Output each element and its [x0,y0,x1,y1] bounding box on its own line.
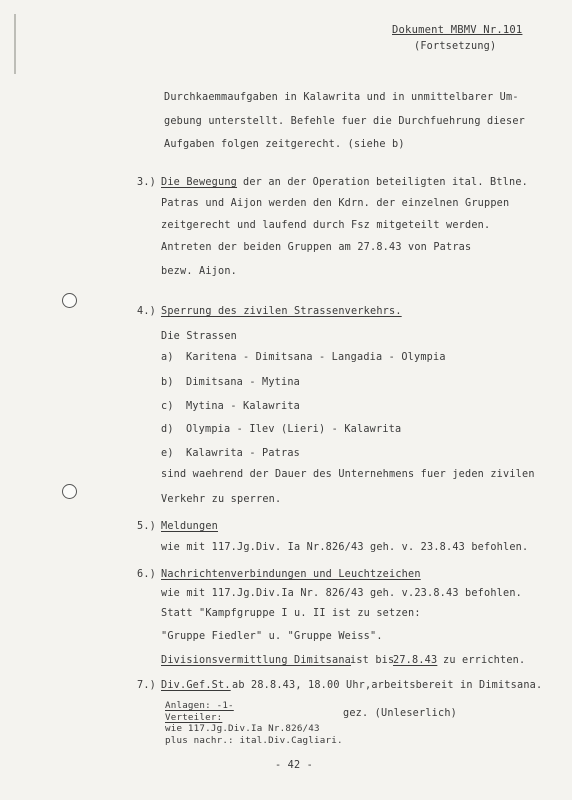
section3-line-1: Patras und Aijon werden den Kdrn. der einzelnen Gruppen [161,198,510,209]
section5-line: wie mit 117.Jg.Div. Ia Nr.826/43 geh. v. 23.8.43 befohlen. [161,542,529,553]
section7-text: ab 28.8.43, 18.00 Uhr,arbeitsbereit in Dimitsana. [232,680,543,691]
road-label-c: c) [161,401,174,412]
section6-relay-mid: ist bis [350,655,395,666]
punch-hole-bottom [62,484,77,499]
section3-first-line: der an der Operation beteiligten ital. Btlne. [243,177,529,188]
verteiler-line-1: wie 117.Jg.Div.Ia Nr.826/43 [165,723,320,734]
signature-line: gez. (Unleserlich) [343,708,458,719]
page-edge-mark [14,14,16,74]
section3-line-2: zeitgerecht und laufend durch Fsz mitgeteilt werden. [161,220,491,231]
intro-line-3: Aufgaben folgen zeitgerecht. (siehe b) [164,139,405,150]
section6-number: 6.) [137,569,157,580]
section4-number: 4.) [137,306,157,317]
section6-line-3: "Gruppe Fiedler" u. "Gruppe Weiss". [161,631,383,642]
section4-heading: Sperrung des zivilen Strassenverkehrs. [161,306,402,317]
section4-closing-1: sind waehrend der Dauer des Unternehmens fuer jeden zivilen [161,469,535,480]
road-label-a: a) [161,352,174,363]
section5-heading: Meldungen [161,521,219,532]
punch-hole-top [62,293,77,308]
section5-number: 5.) [137,521,157,532]
road-text-d: Olympia - Ilev (Lieri) - Kalawrita [186,424,402,435]
continued-label: (Fortsetzung) [414,41,497,52]
road-text-c: Mytina - Kalawrita [186,401,301,412]
section6-heading: Nachrichtenverbindungen und Leuchtzeichen [161,569,421,580]
section6-relay-date: 27.8.43 [393,655,438,666]
section3-heading: Die Bewegung [161,177,238,188]
section4-intro: Die Strassen [161,331,238,342]
anlagen-label: Anlagen: -1- [165,700,234,711]
section6-line-1: wie mit 117.Jg.Div.Ia Nr. 826/43 geh. v.23.8.43 befohlen. [161,588,523,599]
road-label-d: d) [161,424,174,435]
section3-line-3: Antreten der beiden Gruppen am 27.8.43 von Patras [161,242,472,253]
intro-line-1: Durchkaemmaufgaben in Kalawrita und in unmittelbarer Um- [164,92,519,103]
section7-number: 7.) [137,680,157,691]
road-text-a: Karitena - Dimitsana - Langadia - Olympia [186,352,446,363]
section3-number: 3.) [137,177,157,188]
section6-relay-end: zu errichten. [443,655,526,666]
section6-relay-heading: Divisionsvermittlung Dimitsana [161,655,352,666]
section7-heading: Div.Gef.St. [161,680,231,691]
verteiler-line-2: plus nachr.: ital.Div.Cagliari. [165,735,343,746]
document-reference: Dokument MBMV Nr.101 [392,24,523,36]
road-label-b: b) [161,377,174,388]
road-text-b: Dimitsana - Mytina [186,377,301,388]
section4-closing-2: Verkehr zu sperren. [161,494,282,505]
road-label-e: e) [161,448,174,459]
verteiler-label: Verteiler: [165,712,223,723]
section3-line-4: bezw. Aijon. [161,266,238,277]
section6-line-2: Statt "Kampfgruppe I u. II ist zu setzen: [161,608,421,619]
page-number: - 42 - [275,760,314,771]
intro-line-2: gebung unterstellt. Befehle fuer die Durchfuehrung dieser [164,116,526,127]
road-text-e: Kalawrita - Patras [186,448,301,459]
